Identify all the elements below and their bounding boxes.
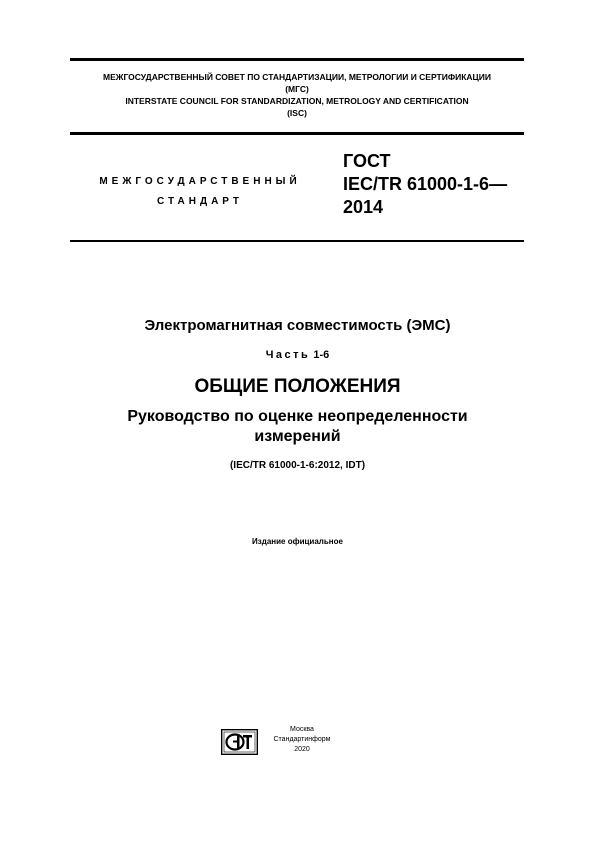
council-name-en: INTERSTATE COUNCIL FOR STANDARDIZATION, METROLOGY AND CERTIFICATION bbox=[125, 96, 469, 106]
gost-designation bbox=[343, 150, 507, 219]
standard-kind bbox=[70, 172, 330, 212]
part-number: 1-6 bbox=[313, 349, 330, 361]
standard-kind-line1: МЕЖГОСУДАРСТВЕННЫЙ bbox=[99, 176, 301, 187]
general-title: ОБЩИЕ ПОЛОЖЕНИЯ bbox=[194, 376, 401, 397]
middle-rule bbox=[70, 132, 524, 135]
bottom-rule bbox=[70, 240, 524, 242]
standartinform-logo-icon bbox=[221, 729, 258, 755]
council-name-ru: МЕЖГОСУДАРСТВЕННЫЙ СОВЕТ ПО СТАНДАРТИЗАЦИИ, МЕТРОЛОГИИ И СЕРТИФИКАЦИИ bbox=[103, 72, 491, 82]
publisher-name: Стандартинформ bbox=[273, 736, 331, 743]
publisher-city: Москва bbox=[290, 726, 314, 733]
council-header bbox=[70, 71, 524, 119]
gost-line2: IEC/TR 61000-1-6— bbox=[343, 174, 508, 194]
gost-line1: ГОСТ bbox=[343, 151, 391, 171]
edition-label: Издание официальное bbox=[252, 537, 343, 546]
gost-line3: 2014 bbox=[343, 197, 384, 217]
identity-note: (IEC/TR 61000-1-6:2012, IDT) bbox=[229, 460, 366, 471]
subtitle: Руководство по оценке неопределенности измерений bbox=[127, 408, 468, 445]
main-title: Электромагнитная совместимость (ЭМС) bbox=[144, 317, 451, 334]
part-word: Часть bbox=[265, 349, 311, 361]
title-block bbox=[40, 316, 555, 473]
council-abbr-en: (ISC) bbox=[287, 108, 307, 118]
publisher-block bbox=[262, 725, 342, 755]
council-abbr-ru: (МГС) bbox=[285, 84, 309, 94]
standard-kind-line2: СТАНДАРТ bbox=[157, 196, 243, 207]
publisher-year: 2020 bbox=[294, 746, 310, 753]
top-rule bbox=[70, 58, 524, 61]
part-label bbox=[40, 348, 555, 362]
